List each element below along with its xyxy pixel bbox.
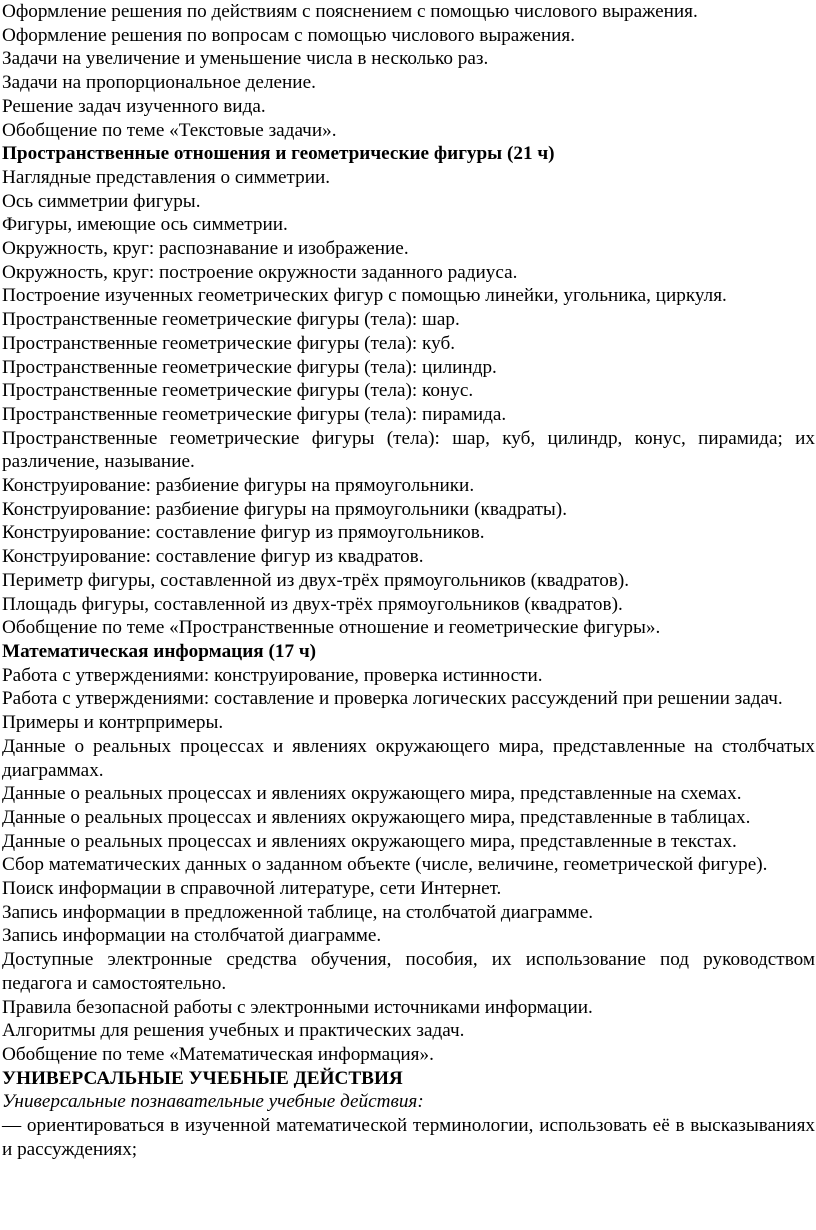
text-line: Обобщение по теме «Математическая информация».: [2, 1043, 434, 1065]
text-line: Наглядные представления о симметрии.: [2, 166, 331, 188]
text-line: Сбор математических данных о заданном объекте (числе, величине, геометрической фигуре).: [2, 854, 768, 876]
text-line: Пространственные геометрические фигуры (тела): пирамида.: [2, 403, 507, 425]
text-line: Конструирование: составление фигур из прямоугольников.: [2, 522, 485, 544]
text-line: Пространственные геометрические фигуры (тела): цилиндр.: [2, 356, 497, 378]
text-line: Ось симметрии фигуры.: [2, 190, 201, 212]
list-item: — ориентироваться в изученной математической терминологии, использовать её в высказываниях и рассуждениях;: [2, 1115, 815, 1160]
text-line: Правила безопасной работы с электронными источниками информации.: [2, 996, 593, 1018]
text-line: Обобщение по теме «Текстовые задачи».: [2, 119, 337, 141]
section-heading: УНИВЕРСАЛЬНЫЕ УЧЕБНЫЕ ДЕЙСТВИЯ: [2, 1067, 403, 1089]
text-line: Конструирование: составление фигур из квадратов.: [2, 546, 424, 568]
text-line: Оформление решения по вопросам с помощью числового выражения.: [2, 24, 576, 46]
text-line: Конструирование: разбиение фигуры на прямоугольники (квадраты).: [2, 498, 567, 520]
text-line: Периметр фигуры, составленной из двух-трёх прямоугольников (квадратов).: [2, 569, 630, 591]
text-line: Оформление решения по действиям с пояснением с помощью числового выражения.: [2, 1, 698, 22]
subsection-heading: Универсальные познавательные учебные действия:: [2, 1091, 424, 1113]
text-line: Пространственные геометрические фигуры (тела): конус.: [2, 380, 474, 402]
text-line: Фигуры, имеющие ось симметрии.: [2, 214, 288, 236]
text-line: Задачи на пропорциональное деление.: [2, 72, 316, 94]
text-line: Окружность, круг: распознавание и изображение.: [2, 238, 409, 260]
text-line: Построение изученных геометрических фигур с помощью линейки, угольника, циркуля.: [2, 285, 727, 307]
text-line: Данные о реальных процессах и явлениях окружающего мира, представленные в таблицах.: [2, 806, 751, 828]
text-line: Пространственные геометрические фигуры (тела): шар, куб, цилиндр, конус, пирамида; их различение, называние.: [2, 427, 815, 473]
section-heading: Математическая информация (17 ч): [2, 640, 317, 662]
text-line: Пространственные геометрические фигуры (тела): шар.: [2, 309, 460, 331]
text-line: Решение задач изученного вида.: [2, 95, 266, 117]
text-line: Конструирование: разбиение фигуры на прямоугольники.: [2, 475, 475, 497]
text-line: Работа с утверждениями: конструирование, проверка истинности.: [2, 664, 543, 686]
text-line: Запись информации в предложенной таблице, на столбчатой диаграмме.: [2, 901, 594, 923]
section-heading: Пространственные отношения и геометрические фигуры (21 ч): [2, 143, 555, 165]
text-line: Площадь фигуры, составленной из двух-трёх прямоугольников (квадратов).: [2, 593, 623, 615]
text-line: Доступные электронные средства обучения, пособия, их использование под руководством педагога и самостоятельно.: [2, 949, 815, 994]
text-line: Пространственные геометрические фигуры (тела): куб.: [2, 332, 456, 354]
text-line: Задачи на увеличение и уменьшение числа в несколько раз.: [2, 48, 489, 70]
text-line: Окружность, круг: построение окружности заданного радиуса.: [2, 261, 518, 283]
text-line: Данные о реальных процессах и явлениях окружающего мира, представленные в текстах.: [2, 830, 737, 852]
text-line: Алгоритмы для решения учебных и практических задач.: [2, 1020, 465, 1042]
text-line: Примеры и контрпримеры.: [2, 712, 224, 734]
text-line: Работа с утверждениями: составление и проверка логических рассуждений при решении задач.: [2, 688, 783, 710]
text-line: Поиск информации в справочной литературе, сети Интернет.: [2, 878, 502, 900]
text-line: Данные о реальных процессах и явлениях окружающего мира, представленные на столбчатых диаграммах.: [2, 735, 815, 781]
text-line: Данные о реальных процессах и явлениях окружающего мира, представленные на схемах.: [2, 783, 742, 805]
text-line: Обобщение по теме «Пространственные отношение и геометрические фигуры».: [2, 617, 661, 639]
text-line: Запись информации на столбчатой диаграмме.: [2, 925, 382, 947]
